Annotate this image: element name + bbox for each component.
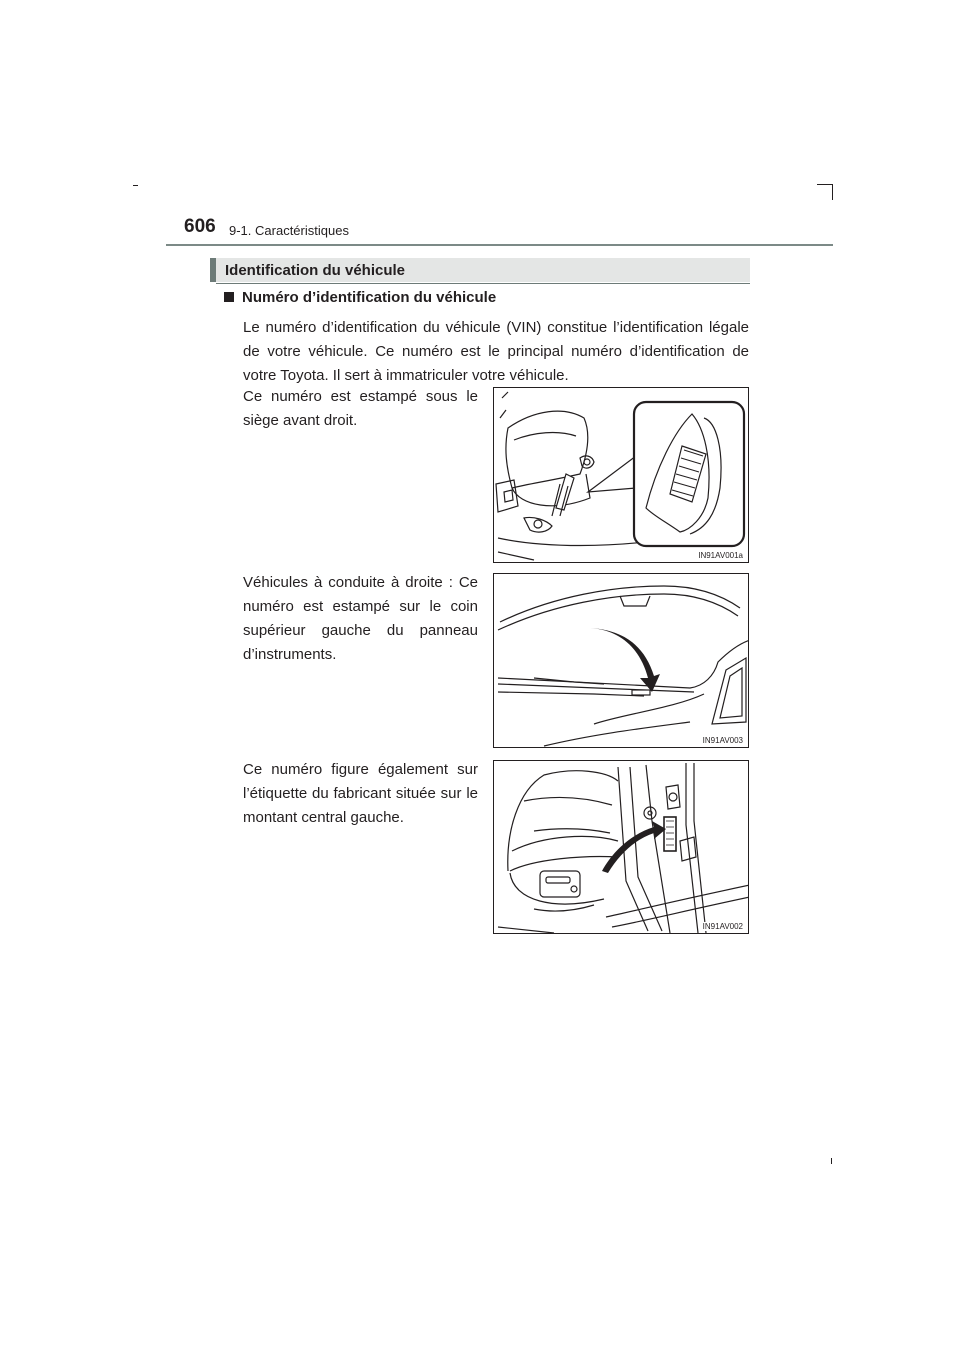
pillar-illustration: [493, 760, 749, 934]
pillar-paragraph: Ce numéro figure également sur l’étiquette du fabricant située sur le montant central gauche.: [243, 761, 478, 826]
section-label: 9-1. Caractéristiques: [229, 223, 349, 238]
crop-mark-bottom-right: [831, 1158, 832, 1164]
page-number: 606: [184, 216, 216, 237]
crop-mark-top-right-v: [832, 184, 833, 200]
subheading: [224, 289, 496, 306]
figure-code-pillar: IN91AV002: [702, 922, 743, 931]
crop-mark-top-left: [133, 185, 138, 186]
seat-paragraph: Ce numéro est estampé sous le siège avant droit.: [243, 388, 478, 429]
section-heading: Identification du véhicule: [225, 262, 406, 279]
header-rule: [166, 244, 833, 246]
seat-illustration: [493, 387, 749, 563]
subheading-text: Numéro d’identification du véhicule: [242, 289, 497, 306]
intro-paragraph: Le numéro d’identification du véhicule (VIN) constitue l’identification légale de votre véhicule. Ce numéro est le principal numéro d’identification de votre Toyota. Il sert à immatriculer votre véhicule.: [243, 319, 749, 384]
crop-mark-top-right-h: [817, 184, 833, 185]
dashboard-paragraph: Véhicules à conduite à droite : Ce numéro est estampé sur le coin supérieur gauche du panneau d’instruments.: [243, 574, 478, 663]
figure-code-dash: IN91AV003: [702, 736, 743, 745]
section-heading-bar: [210, 258, 750, 282]
dashboard-illustration: [493, 573, 749, 748]
square-bullet-icon: [224, 292, 234, 302]
figure-code-seat: IN91AV001a: [698, 551, 743, 560]
